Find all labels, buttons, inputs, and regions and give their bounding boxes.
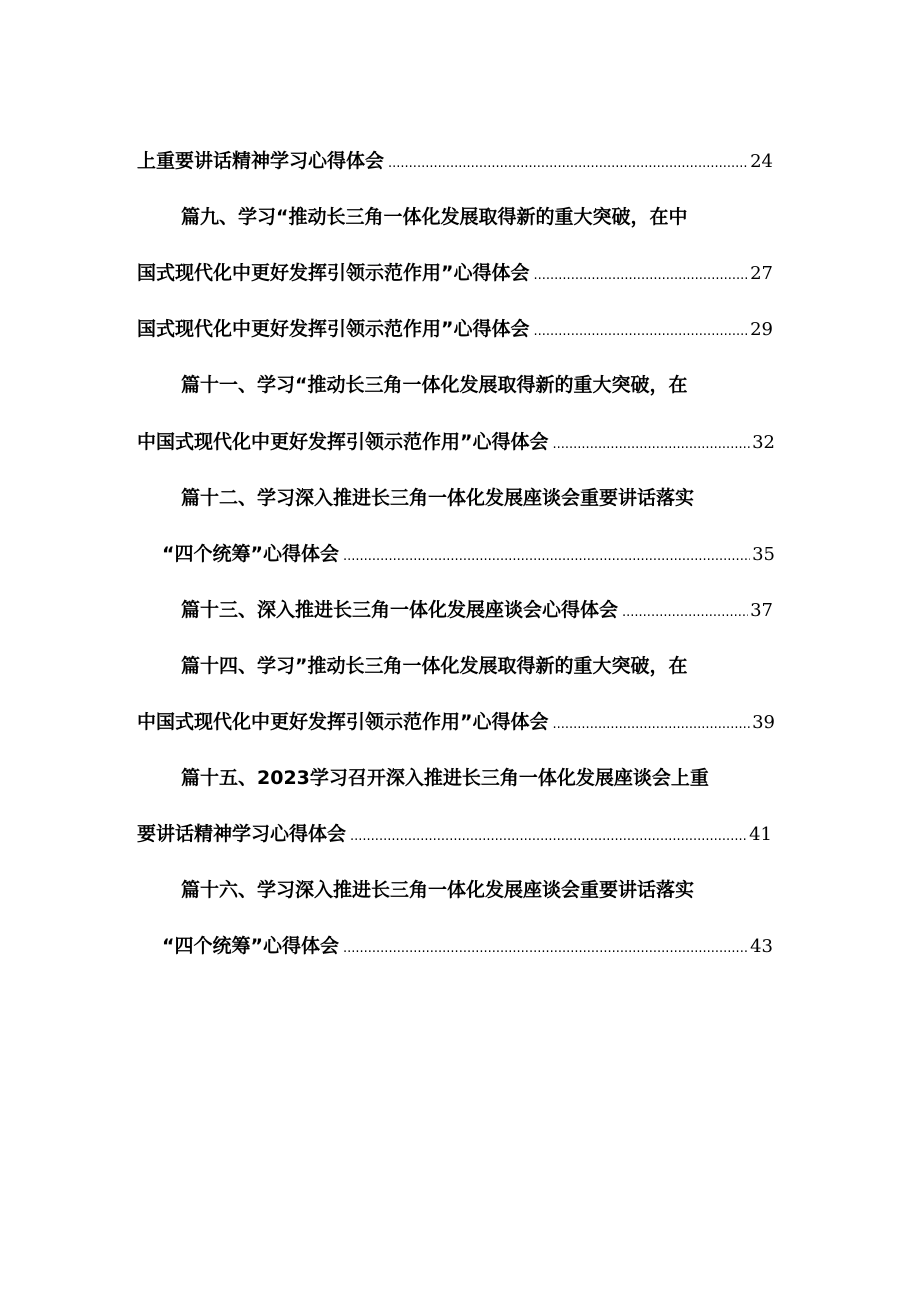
toc-entry-title: 中国式现代化中更好发挥引领示范作用”心得体会 [137,711,549,733]
toc-entry-title: 篇十二、学习深入推进长三角一体化发展座谈会重要讲话落实 [181,487,695,509]
dot-leader [343,934,748,964]
toc-entry-title: 篇十五、2023学习召开深入推进长三角一体化发展座谈会上重 [181,767,709,789]
toc-entry-title: 篇十六、学习深入推进长三角一体化发展座谈会重要讲话落实 [181,879,695,901]
toc-entry[interactable] [137,146,773,176]
toc-entry[interactable] [137,427,775,457]
toc-entry[interactable] [181,370,688,400]
toc-entry-page: 43 [750,936,773,957]
toc-entry-title: 国式现代化中更好发挥引领示范作用”心得体会 [137,318,530,340]
toc-entry-page: 35 [752,544,775,565]
toc-entry-title: 篇十三、深入推进长三角一体化发展座谈会心得体会 [181,599,619,621]
toc-entry-title: 要讲话精神学习心得体会 [137,823,347,845]
dot-leader [553,710,751,740]
toc-entry-page: 24 [750,151,773,172]
toc-entry[interactable] [181,651,688,681]
dot-leader [388,149,748,179]
toc-entry[interactable] [181,763,709,793]
toc-entry-title: 国式现代化中更好发挥引领示范作用”心得体会 [137,262,530,284]
toc-entry-title: 篇九、学习“推动长三角一体化发展取得新的重大突破，在中 [181,206,688,228]
toc-entry[interactable] [181,875,694,905]
toc-entry-title: 篇十四、学习”推动长三角一体化发展取得新的重大突破，在 [181,655,688,677]
toc-entry[interactable] [137,314,773,344]
toc-entry[interactable] [162,931,773,961]
dot-leader [622,598,748,628]
toc-entry[interactable] [137,707,775,737]
toc-entry-title: 上重要讲话精神学习心得体会 [137,150,385,172]
dot-leader [350,822,747,852]
toc-entry[interactable] [137,258,773,288]
dot-leader [534,261,749,291]
dot-leader [343,542,750,572]
toc-entry[interactable] [162,539,775,569]
toc-entry[interactable] [181,202,688,232]
toc-entry-title: 篇十一、学习“推动长三角一体化发展取得新的重大突破，在 [181,374,688,396]
toc-entry-page: 32 [752,432,775,453]
toc-entry-page: 27 [750,263,773,284]
toc-entry[interactable] [181,483,694,513]
toc-entry-page: 37 [750,600,773,621]
toc-entry-title: 中国式现代化中更好发挥引领示范作用”心得体会 [137,431,549,453]
toc-entry-page: 41 [749,824,772,845]
dot-leader [553,430,751,460]
toc-entry-page: 29 [750,319,773,340]
dot-leader [534,317,749,347]
toc-entry[interactable] [181,595,773,625]
toc-entry[interactable] [137,819,772,849]
toc-entry-page: 39 [752,712,775,733]
toc-entry-title: “四个统筹”心得体会 [162,543,339,565]
toc-entry-title: “四个统筹”心得体会 [162,935,339,957]
